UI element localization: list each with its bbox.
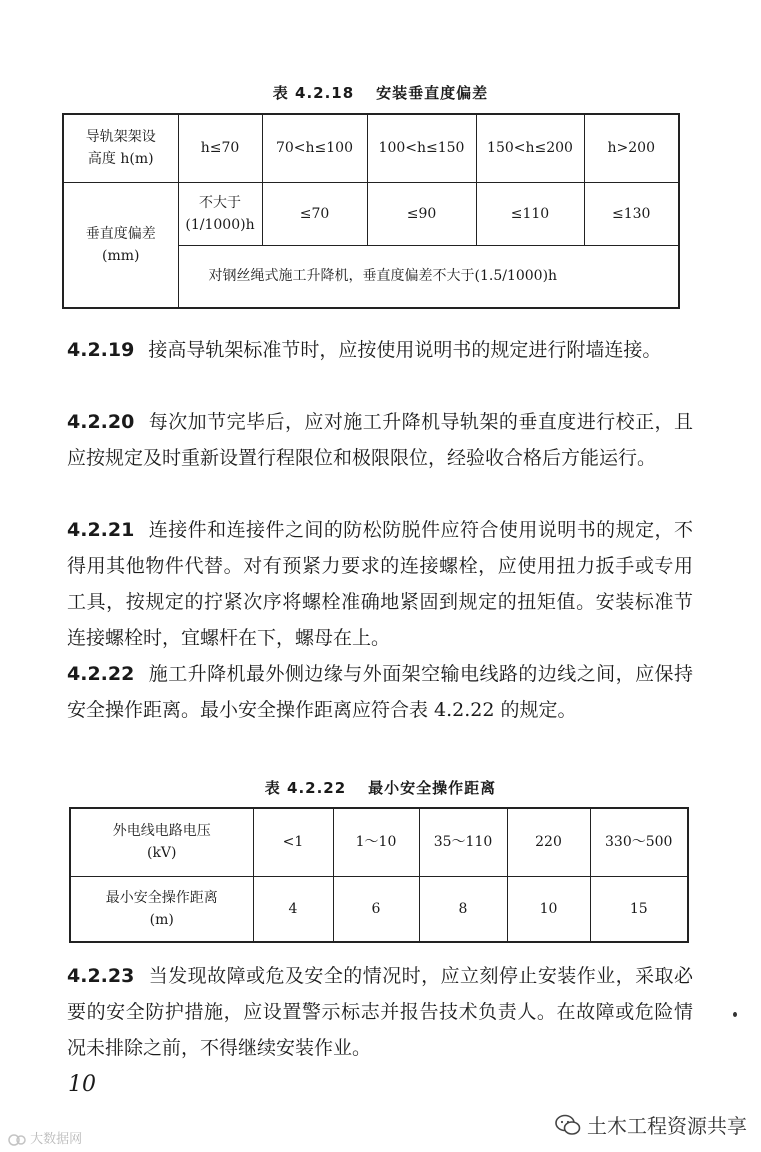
margin-mark [733,1012,737,1017]
table-note-cell: 对钢丝绳式施工升降机，垂直度偏差不大于(1.5/1000)h [178,245,679,308]
clause-number: 4.2.19 [67,339,135,361]
table-cell: 不大于 (1/1000)h [178,182,262,245]
table-title: 最小安全操作距离 [368,779,497,797]
clause-text: 连接件和连接件之间的防松防脱件应符合使用说明书的规定，不得用其他物件代替。对有预紧力要求的连接螺栓，应使用扭力扳手或专用工具，按规定的拧紧次序将螺栓准确地紧固到规定的扭矩值。安装标准节连接螺栓时，宜螺杆在下，螺母在上。 [67,519,693,649]
table-cell: h>200 [584,114,679,182]
clause-4-2-21 [67,512,693,656]
table-cell: ≤110 [476,182,584,245]
table-cell: 35～110 [419,808,507,876]
clause-4-2-20 [67,404,693,476]
account-badge [555,1110,747,1139]
row-header-deviation: 垂直度偏差 (mm) [63,182,178,308]
clause-number: 4.2.22 [67,663,135,685]
clause-4-2-23 [67,958,693,1066]
table-cell: 8 [419,876,507,942]
row-header-voltage: 外电线电路电压 (kV) [70,808,253,876]
table-cell: 330～500 [590,808,688,876]
row-header-distance: 最小安全操作距离 (m) [70,876,253,942]
table-cell: ≤70 [262,182,367,245]
table-cell: 70<h≤100 [262,114,367,182]
table-min-safe-distance [69,807,689,943]
clause-text: 施工升降机最外侧边缘与外面架空输电线路的边线之间，应保持安全操作距离。最小安全操作距离应符合表 4.2.22 的规定。 [67,663,693,721]
table-cell: 1～10 [333,808,419,876]
table-title: 安装垂直度偏差 [376,84,489,102]
clause-text: 每次加节完毕后，应对施工升降机导轨架的垂直度进行校正，且应按规定及时重新设置行程限位和极限限位，经验收合格后方能运行。 [67,411,693,469]
table-cell: 15 [590,876,688,942]
clause-number: 4.2.20 [67,411,135,433]
table-cell: 150<h≤200 [476,114,584,182]
table-cell: 4 [253,876,333,942]
watermark-icon [8,1133,26,1147]
clause-text: 接高导轨架标准节时，应按使用说明书的规定进行附墙连接。 [148,339,662,361]
table-cell: 6 [333,876,419,942]
wechat-icon [555,1114,581,1136]
table-cell: 100<h≤150 [367,114,476,182]
table-cell: ≤130 [584,182,679,245]
page-number: 10 [68,1072,96,1097]
table-4-2-22-caption [0,777,761,798]
table-number: 表 4.2.18 [272,84,355,102]
table-cell: <1 [253,808,333,876]
table-row [63,182,679,245]
row-header-height: 导轨架架设 高度 h(m) [63,114,178,182]
table-row [63,114,679,182]
table-vertical-deviation [62,113,680,309]
table-cell: 10 [507,876,590,942]
table-cell: 220 [507,808,590,876]
clause-number: 4.2.21 [67,519,135,541]
table-row [70,808,688,876]
watermark: 大数据网 [8,1128,82,1147]
table-4-2-18-caption [0,82,761,103]
clause-text: 当发现故障或危及安全的情况时，应立刻停止安装作业，采取必要的安全防护措施，应设置警示标志并报告技术负责人。在故障或危险情况未排除之前，不得继续安装作业。 [67,965,693,1059]
table-row [70,876,688,942]
table-cell: ≤90 [367,182,476,245]
table-cell: h≤70 [178,114,262,182]
table-number: 表 4.2.22 [264,779,347,797]
account-name: 土木工程资源共享 [587,1114,747,1138]
clause-4-2-22 [67,656,693,728]
clause-number: 4.2.23 [67,965,135,987]
clause-4-2-19 [67,332,693,368]
